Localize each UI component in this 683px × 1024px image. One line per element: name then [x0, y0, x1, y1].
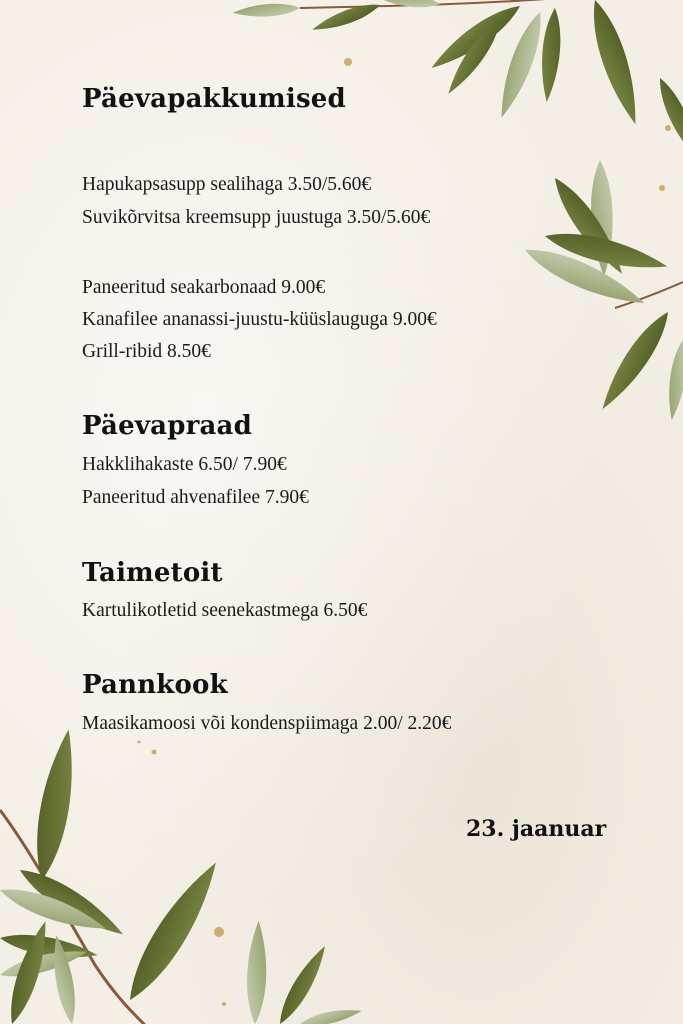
menu-item: Kartulikotletid seenekastmega 6.50€ [82, 600, 368, 621]
gold-speck-icon [138, 58, 672, 1006]
menu-item: Paneeritud seakarbonaad 9.00€ [82, 277, 326, 298]
menu-item: Hapukapsasupp sealihaga 3.50/5.60€ [82, 174, 372, 195]
menu-item: Hakklihakaste 6.50/ 7.90€ [82, 454, 287, 475]
menu-item: Kanafilee ananassi-juustu-küüslauguga 9.00€ [82, 309, 437, 330]
section-title-paevapakkumised: Päevapakkumised [82, 84, 346, 114]
menu-date: 23. jaanuar [466, 816, 607, 842]
section-title-pannkook: Pannkook [82, 670, 228, 700]
menu-item: Maasikamoosi või kondenspiimaga 2.00/ 2.20€ [82, 713, 452, 734]
menu-item: Suvikõrvitsa kreemsupp juustuga 3.50/5.60€ [82, 207, 431, 228]
section-title-paevapraad: Päevapraad [82, 411, 252, 441]
menu-item: Paneeritud ahvenafilee 7.90€ [82, 487, 309, 508]
section-title-taimetoit: Taimetoit [82, 558, 223, 588]
menu-item: Grill-ribid 8.50€ [82, 341, 211, 362]
bottom-branch-icon [0, 727, 363, 1024]
